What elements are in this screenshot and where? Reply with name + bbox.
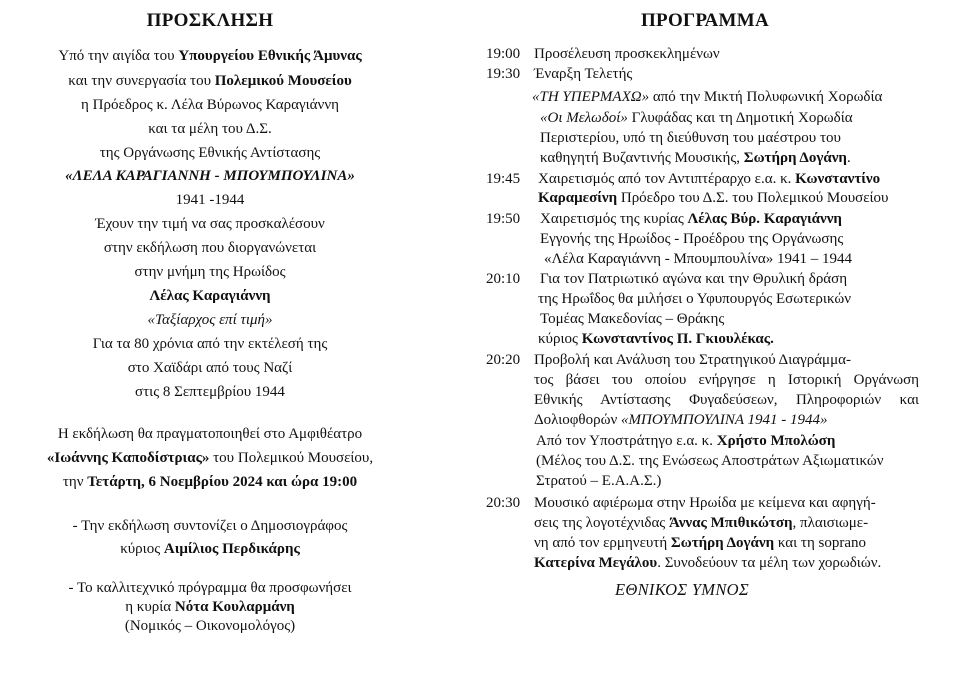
honorary-title: «Ταξίαρχος επί τιμή» <box>147 312 273 328</box>
program-time: 20:30 <box>486 495 521 511</box>
coordinator-name: κύριος Αιμίλιος Περδικάρης <box>120 541 300 557</box>
honor-line: Έχουν την τιμή να σας προσκαλέσουν <box>95 216 325 232</box>
national-anthem: ΕΘΝΙΚΟΣ ΥΜΝΟΣ <box>615 580 749 599</box>
program-item-text: Για τον Πατριωτικό αγώνα και την Θρυλική δράση <box>540 271 848 287</box>
program-item-line: νη από τον ερμηνευτή Σωτήρη Δογάνη και τη soprano <box>534 535 867 551</box>
heroine-name: Λέλας Καραγιάννη <box>149 288 271 304</box>
program-item-line: Εγγονής της Ηρωίδος - Προέδρου της Οργάνωσης <box>540 231 844 247</box>
program-item-line: τος βάσει του οποίου ενήργησε η Ιστορική Οργάνωση <box>534 372 919 388</box>
program-item-line: κύριος Κωνσταντίνος Π. Γκιουλέκας. <box>538 331 774 347</box>
president-line: η Πρόεδρος κ. Λέλα Βύρωνος Καραγιάννη <box>81 97 339 113</box>
program-item-line: σεις της λογοτέχνιδας Άννας Μπιθικώτση, πλαισιωμε- <box>534 515 869 531</box>
program-item-line: «ΤΗ ΥΠΕΡΜΑΧΩ» από την Μικτή Πολυφωνική Χορωδία <box>532 89 883 105</box>
board-line: και τα μέλη του Δ.Σ. <box>148 121 272 137</box>
event-line: στην εκδήλωση που διοργανώνεται <box>103 240 317 256</box>
program-item-line: καθηγητή Βυζαντινής Μουσικής, Σωτήρη Δογάνη. <box>540 150 851 166</box>
presenter-title: (Νομικός – Οικονομολόγος) <box>124 618 296 634</box>
program-item-text: Προβολή και Ανάλυση του Στρατηγικού Διαγράμμα- <box>534 352 851 368</box>
program-title: ΠΡΟΓΡΑΜΜΑ <box>640 10 770 31</box>
program-item-text: Χαιρετισμός από τον Αντιπτέραρχο ε.α. κ. Κωνσταντίνο <box>538 171 881 187</box>
years-line: 1941 -1944 <box>175 192 245 208</box>
memory-line: στην μνήμη της Ηρωίδος <box>134 264 286 280</box>
program-item-line: Εθνικής Αντίστασης Φυγαδεύσεων, Πληροφοριών και <box>534 392 919 408</box>
date-line: στις 8 Σεπτεμβρίου 1944 <box>135 384 285 400</box>
program-item-line: «Λέλα Καραγιάννη - Μπουμπουλίνα» 1941 – 1944 <box>544 251 853 267</box>
program-item-text: Χαιρετισμός της κυρίας Λέλας Βύρ. Καραγιάννη <box>540 211 842 227</box>
program-time: 19:50 <box>486 211 521 227</box>
organisation-line: της Οργάνωσης Εθνικής Αντίστασης <box>99 145 321 161</box>
program-item-line: Δολιοφθορών «ΜΠΟΥΜΠΟΥΛΙΝΑ 1941 - 1944» <box>534 412 828 428</box>
program-item-line: Από τον Υποστράτηγο ε.α. κ. Χρήστο Μπολώση <box>536 433 836 449</box>
program-item-line: Περιστερίου, υπό τη διεύθυνση του μαέστρου του <box>540 130 841 146</box>
program-item-line: Κατερίνα Μεγάλου. Συνοδεύουν τα μέλη των χορωδιών. <box>534 555 882 571</box>
organisation-name: «ΛΕΛΑ ΚΑΡΑΓΙΑΝΝΗ - ΜΠΟΥΜΠΟΥΛΙΝΑ» <box>65 168 355 184</box>
invitation-title: ΠΡΟΣΚΛΗΣΗ <box>146 10 274 31</box>
program-item-line: Στρατού – Ε.Α.Α.Σ.) <box>536 473 662 489</box>
program-item-text: Έναρξη Τελετής <box>534 66 633 82</box>
program-item-line: Καραμεσίνη Πρόεδρο του Δ.Σ. του Πολεμικού Μουσείου <box>538 190 889 206</box>
coordinator-line: - Την εκδήλωση συντονίζει ο Δημοσιογράφος <box>72 518 348 534</box>
program-time: 19:45 <box>486 171 521 187</box>
venue-line: Η εκδήλωση θα πραγματοποιηθεί στο Αμφιθέατρο <box>57 426 363 442</box>
presenter-line: - Το καλλιτεχνικό πρόγραμμα θα προσφωνήσει <box>68 580 352 596</box>
anniversary-line: Για τα 80 χρόνια από την εκτέλεσή της <box>92 336 328 352</box>
program-time: 19:00 <box>486 46 521 62</box>
program-item-line: (Μέλος του Δ.Σ. της Ενώσεως Αποστράτων Αξιωματικών <box>536 453 884 469</box>
program-item-line: της Ηρωΐδος θα μιλήσει ο Υφυπουργός Εσωτερικών <box>538 291 852 307</box>
program-item-text: Προσέλευση προσκεκλημένων <box>534 46 720 62</box>
presenter-name: η κυρία Νότα Κουλαρμάνη <box>125 599 295 615</box>
program-time: 20:20 <box>486 352 521 368</box>
cooperation-line: και την συνεργασία του Πολεμικού Μουσείου <box>68 73 352 89</box>
venue-name-line: «Ιωάννης Καποδίστριας» του Πολεμικού Μουσείου, <box>46 450 374 466</box>
place-line: στο Χαϊδάρι από τους Ναζί <box>127 360 293 376</box>
program-item-line: Τομέας Μακεδονίας – Θράκης <box>540 311 725 327</box>
program-time: 20:10 <box>486 271 521 287</box>
program-item-text: Μουσικό αφιέρωμα στην Ηρωίδα με κείμενα και αφηγή- <box>534 495 876 511</box>
program-time: 19:30 <box>486 66 521 82</box>
patronage-line: Υπό την αιγίδα του Υπουργείου Εθνικής Άμυνας <box>58 48 362 64</box>
program-item-line: «Οι Μελωδοί» Γλυφάδας και τη Δημοτική Χορωδία <box>540 110 853 126</box>
event-datetime: την Τετάρτη, 6 Νοεμβρίου 2024 και ώρα 19:00 <box>62 474 358 490</box>
